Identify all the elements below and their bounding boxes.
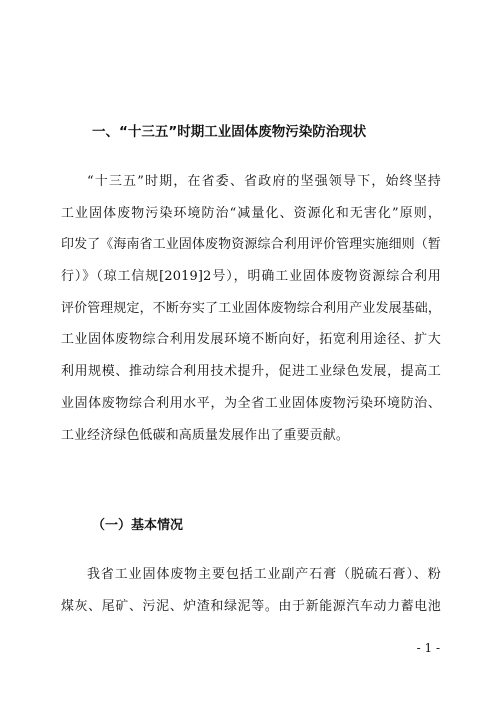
paragraph-2 <box>61 565 441 628</box>
subsection-heading: （一）基本情况 <box>92 518 184 533</box>
section-heading: 一、“十三五”时期工业固体废物污染防治现状 <box>92 124 367 140</box>
paragraph-line: 煤灰、尾矿、污泥、炉渣和绿泥等。由于新能源汽车动力蓄电池 <box>61 598 441 614</box>
paragraph-line: 工业固体废物污染环境防治“减量化、资源化和无害化”原则， <box>61 205 441 221</box>
page-number: - 1 - <box>416 641 440 655</box>
paragraph-line: 工业经济绿色低碳和高质量发展作出了重要贡献。 <box>61 427 349 443</box>
paragraph-line: 行）》（琼工信规[2019]2号），明确工业固体废物资源综合利用 <box>61 269 441 285</box>
paragraph-line: 利用规模、推动综合利用技术提升，促进工业绿色发展，提高工 <box>61 364 441 380</box>
paragraph-1 <box>61 172 441 457</box>
paragraph-line: 业固体废物综合利用水平，为全省工业固体废物污染环境防治、 <box>61 395 441 411</box>
paragraph-line: “十三五”时期，在省委、省政府的坚强领导下，始终坚持 <box>87 174 441 189</box>
paragraph-line: 印发了《海南省工业固体废物资源综合利用评价管理实施细则（暂 <box>61 237 441 253</box>
paragraph-line: 工业固体废物综合利用发展环境不断向好，拓宽利用途径、扩大 <box>61 332 441 348</box>
paragraph-line: 评价管理规定，不断夯实了工业固体废物综合利用产业发展基础， <box>61 300 441 316</box>
paragraph-line: 我省工业固体废物主要包括工业副产石膏（脱硫石膏）、粉 <box>87 567 441 582</box>
